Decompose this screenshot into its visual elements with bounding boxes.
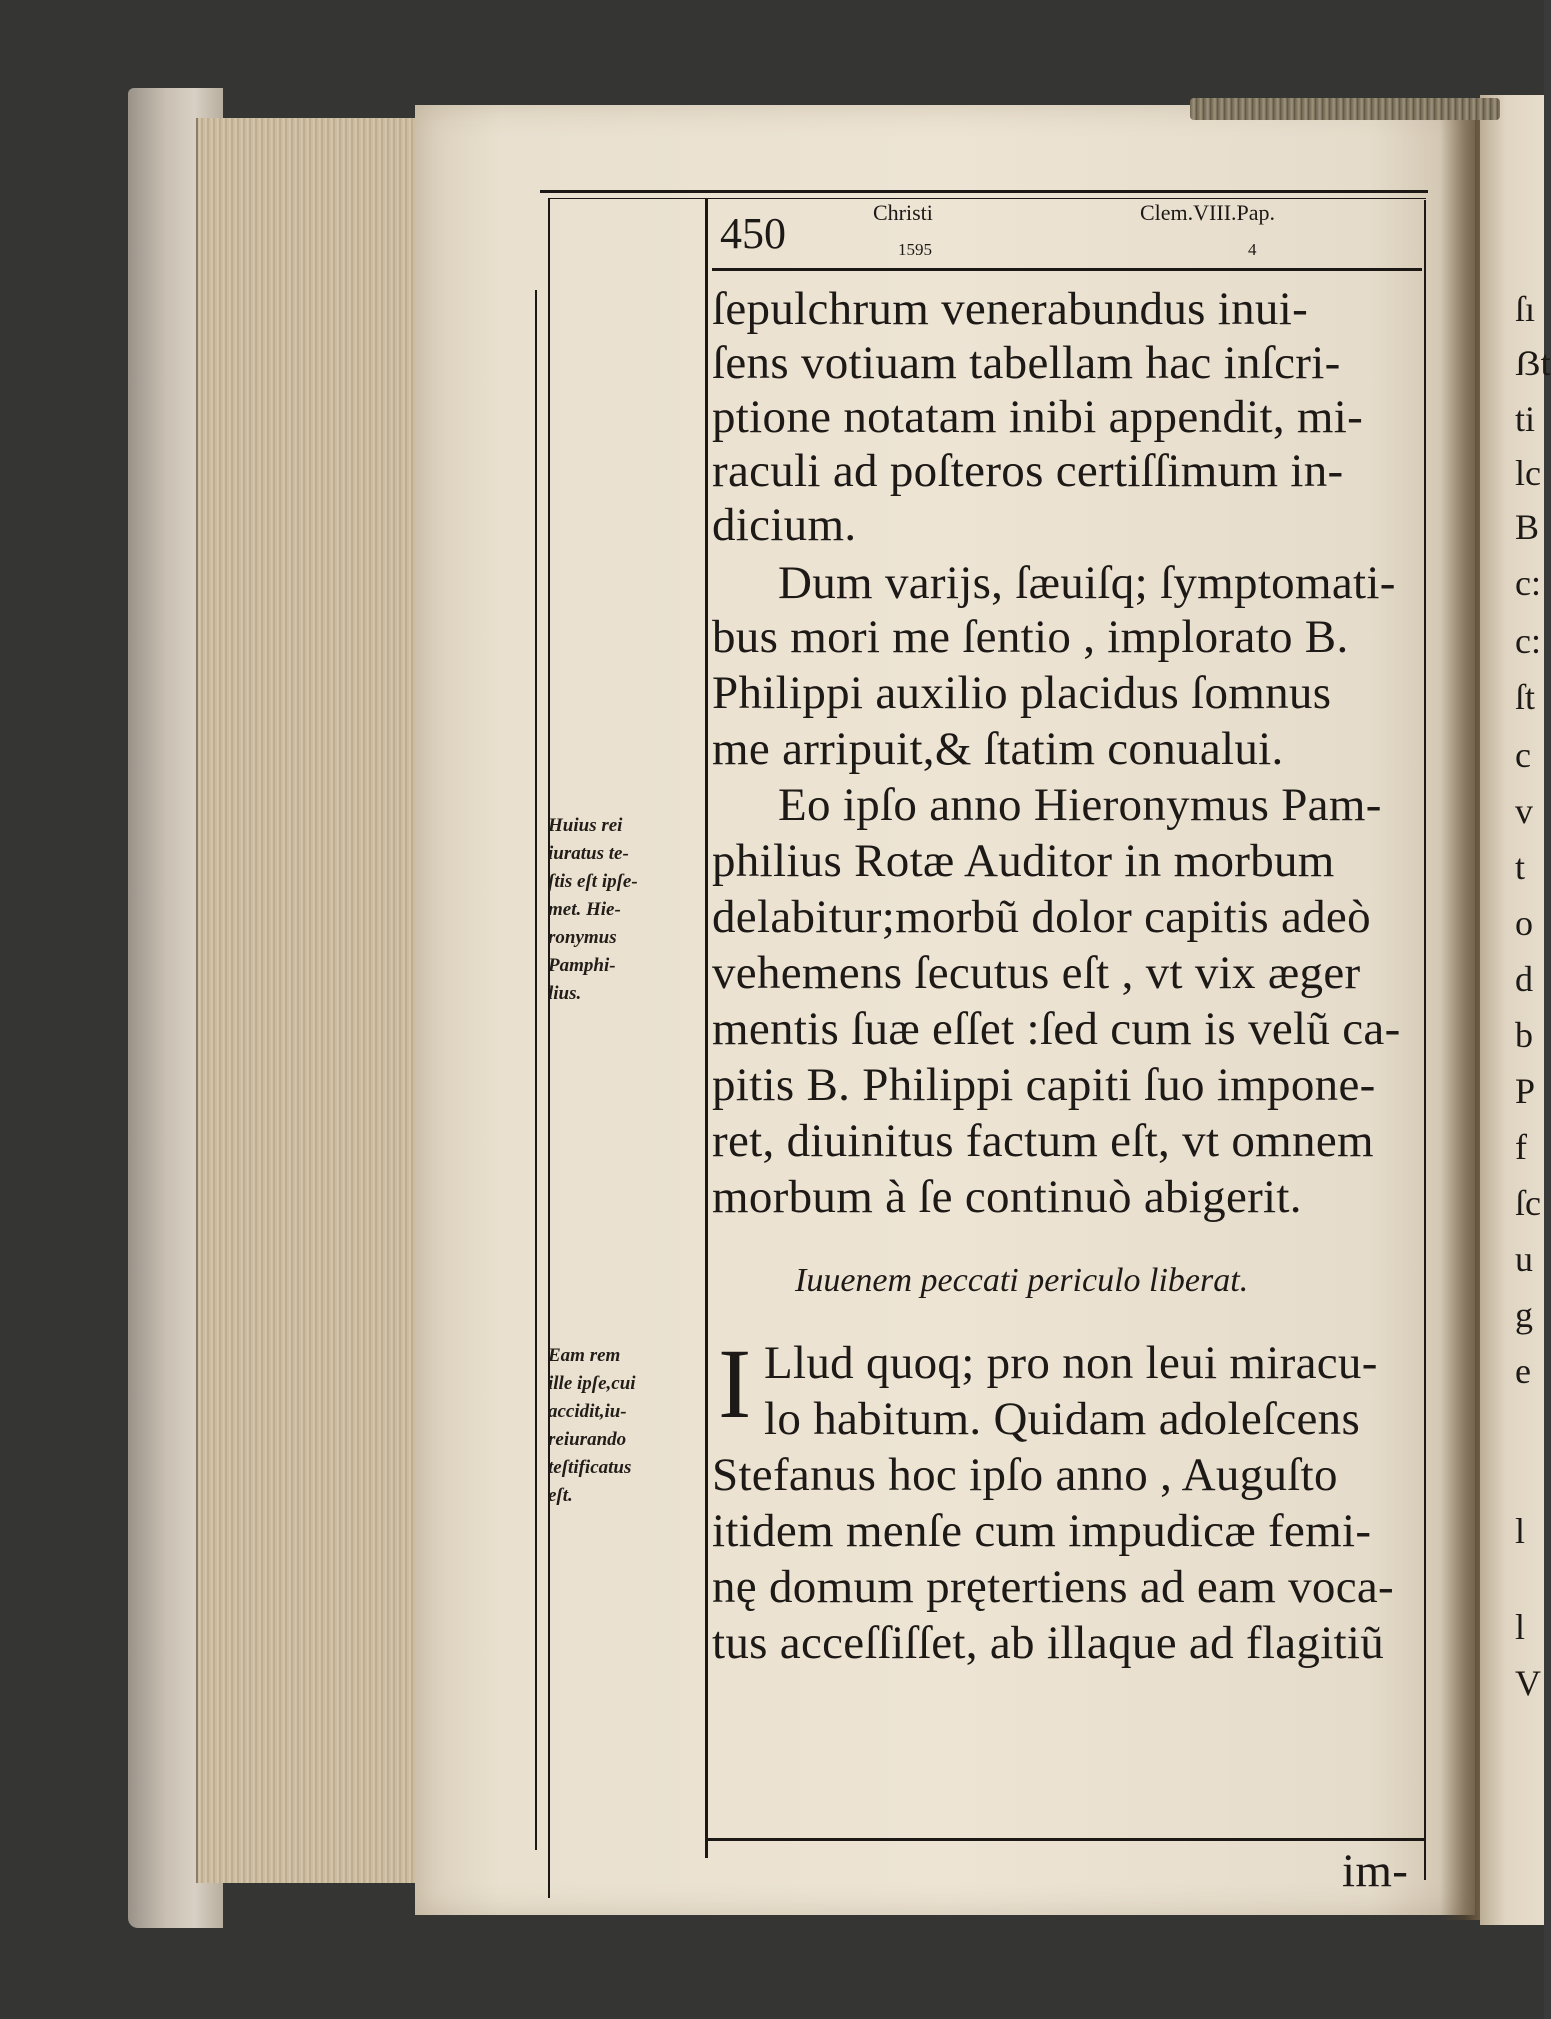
body-line: itidem menſe cum impudicæ femi- bbox=[712, 1505, 1372, 1557]
margin-column-left-rule bbox=[535, 290, 537, 1850]
margin-note-line: eſt. bbox=[548, 1485, 573, 1506]
facing-page-letter: ti bbox=[1515, 399, 1536, 439]
text-column-left-rule bbox=[705, 198, 708, 1858]
body-line: Llud quoq; pro non leui miracu- bbox=[764, 1337, 1378, 1389]
facing-page-letter: ſt bbox=[1515, 677, 1536, 717]
margin-note-line: Pamphi- bbox=[548, 955, 616, 976]
frame-top-rule-thin bbox=[548, 198, 1426, 199]
facing-page-letter: l bbox=[1515, 1607, 1526, 1647]
facing-page-letter: f bbox=[1515, 1127, 1527, 1167]
body-line: lo habitum. Quidam adoleſcens bbox=[764, 1393, 1361, 1445]
margin-note-line: reiurando bbox=[548, 1429, 627, 1450]
header-bottom-rule bbox=[712, 268, 1422, 271]
body-line: tus acceſſiſſet, ab illaque ad flagitiũ bbox=[712, 1617, 1385, 1669]
page-number: 450 bbox=[720, 209, 786, 258]
body-line: bus mori me ſentio , implorato B. bbox=[712, 611, 1349, 663]
body-line: Eo ipſo anno Hieronymus Pam- bbox=[778, 779, 1382, 831]
body-line: Philippi auxilio placidus ſomnus bbox=[712, 667, 1332, 719]
facing-page-letter: ſı bbox=[1515, 289, 1536, 329]
margin-note-line: ronymus bbox=[548, 927, 617, 948]
header-right-caption: Clem.VIII.Pap. bbox=[1140, 200, 1276, 225]
margin-note-line: teſtificatus bbox=[548, 1457, 632, 1478]
facing-page-letter: v bbox=[1515, 791, 1533, 831]
body-line: Dum varijs, ſæuiſq; ſymptomati- bbox=[778, 557, 1396, 609]
body-line: pitis B. Philippi capiti ſuo impone- bbox=[712, 1059, 1376, 1111]
body-line: delabitur;morbũ dolor capitis adeò bbox=[712, 891, 1371, 943]
body-line: Stefanus hoc ipſo anno , Auguſto bbox=[712, 1449, 1338, 1501]
body-line: philius Rotæ Auditor in morbum bbox=[712, 835, 1335, 887]
body-line: ptione notatam inibi appendit, mi- bbox=[712, 391, 1364, 443]
body-line: nę domum prętertiens ad eam voca- bbox=[712, 1561, 1394, 1613]
margin-note-line: ſtis eſt ipſe- bbox=[548, 871, 638, 892]
drop-cap: I bbox=[718, 1328, 752, 1439]
body-line: morbum à ſe continuò abigerit. bbox=[712, 1171, 1302, 1223]
facing-page-letter: d bbox=[1515, 959, 1533, 999]
header-right-year: 4 bbox=[1248, 240, 1257, 259]
facing-page-letter: B bbox=[1515, 507, 1540, 547]
body-line: vehemens ſecutus eſt , vt vix æger bbox=[712, 947, 1361, 999]
text-column-right-rule bbox=[1424, 200, 1426, 1880]
headband bbox=[1190, 98, 1500, 120]
gutter-shadow bbox=[1440, 100, 1480, 1920]
body-line: ſepulchrum venerabundus inui- bbox=[712, 283, 1309, 335]
facing-page-letter: c: bbox=[1515, 621, 1541, 661]
body-line: ſens votiuam tabellam hac inſcri- bbox=[712, 337, 1341, 389]
facing-page-letter: g bbox=[1515, 1295, 1533, 1335]
margin-note-line: lius. bbox=[548, 983, 582, 1004]
facing-page-letter: o bbox=[1515, 903, 1533, 943]
margin-note-line: Huius rei bbox=[548, 815, 623, 836]
body-line: mentis ſuæ eſſet :ſed cum is velũ ca- bbox=[712, 1003, 1401, 1055]
header-divider-left bbox=[548, 198, 550, 1898]
facing-page-letter: t bbox=[1515, 847, 1526, 887]
margin-note-line: Eam rem bbox=[548, 1345, 621, 1366]
facing-page-letter: lc bbox=[1515, 453, 1541, 493]
bottom-rule bbox=[705, 1838, 1425, 1841]
body-line: raculi ad poſteros certiſſimum in- bbox=[712, 445, 1344, 497]
facing-page-letter: u bbox=[1515, 1239, 1533, 1279]
facing-page-letter: P bbox=[1515, 1071, 1536, 1111]
body-line: me arripuit,& ſtatim conualui. bbox=[712, 723, 1284, 775]
facing-page-letter: ẞt bbox=[1515, 343, 1551, 383]
body-line: ret, diuinitus factum eſt, vt omnem bbox=[712, 1115, 1374, 1167]
facing-page-letter: V bbox=[1515, 1663, 1541, 1703]
margin-note-line: iuratus te- bbox=[548, 843, 629, 864]
body-line: dicium. bbox=[712, 499, 857, 551]
facing-page-letter: b bbox=[1515, 1015, 1533, 1055]
header-left-year: 1595 bbox=[898, 240, 932, 259]
header-left-caption: Christi bbox=[873, 200, 933, 225]
frame-top-rule bbox=[540, 190, 1428, 193]
facing-page-letter: c bbox=[1515, 735, 1531, 775]
facing-page-letter: e bbox=[1515, 1351, 1531, 1391]
margin-note-line: ille ipſe,cui bbox=[548, 1373, 636, 1394]
margin-note-line: met. Hie- bbox=[548, 899, 621, 920]
facing-page-letter: ſc bbox=[1515, 1183, 1541, 1223]
margin-note-line: accidit,iu- bbox=[548, 1401, 627, 1422]
facing-page-letter: l bbox=[1515, 1511, 1526, 1551]
section-title: Iuuenem peccati periculo liberat. bbox=[795, 1262, 1249, 1299]
page-edges bbox=[196, 118, 433, 1883]
catchword: im- bbox=[1342, 1845, 1409, 1897]
facing-page-letter: c: bbox=[1515, 563, 1541, 603]
